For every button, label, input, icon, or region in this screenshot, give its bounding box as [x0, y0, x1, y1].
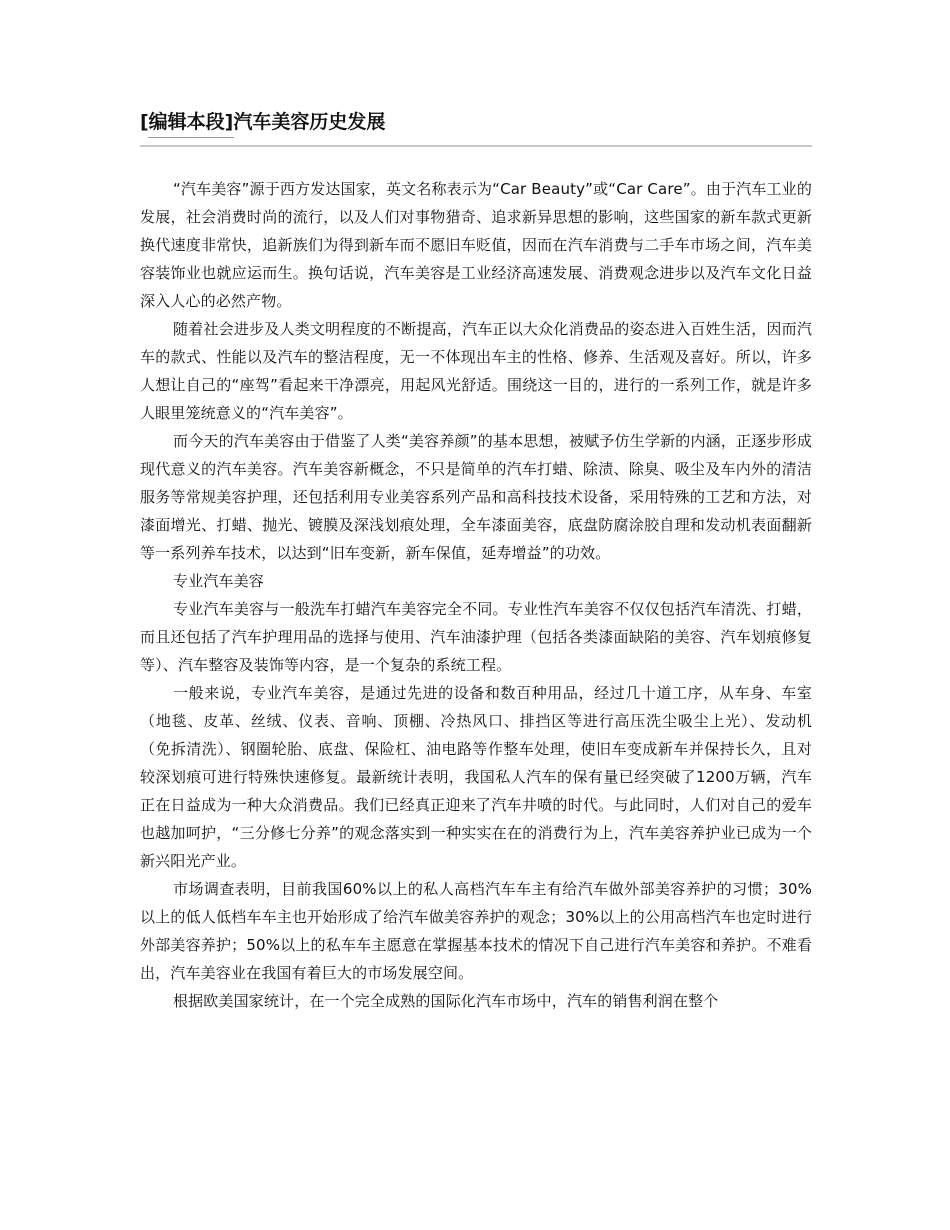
paragraph-modern-concept: 而今天的汽车美容由于借鉴了人类“美容养颜”的基本思想，被赋予仿生学新的内涵，正逐步形成现代意义的汽车美容。汽车美容新概念，不只是简单的汽车打蜡、除渍、除臭、吸尘及车内外的清洁服务等常规美容护理，还包括利用专业美容系列产品和高科技技术设备，采用特殊的工艺和方法，对漆面增光、打蜡、抛光、镀膜及深浅划痕处理，全车漆面美容，底盘防腐涂胶自理和发动机表面翻新等一系列养车技术，以达到“旧车变新，新车保值，延寿增益”的功效。 [140, 432, 812, 562]
paragraph-origin: “汽车美容”源于西方发达国家，英文名称表示为“Car Beauty”或“Car Care”。由于汽车工业的发展，社会消费时尚的流行，以及人们对事物猎奇、追求新异思想的影响，这些国家的新车款式更新换代速度非常快，追新族们为得到新车而不愿旧车贬值，因而在汽车消费与二手车市场之间，汽车美容装饰业也就应运而生。换句话说，汽车美容是工业经济高速发展、消费观念进步以及汽车文化日益深入人心的必然产物。 [140, 180, 812, 310]
paragraph-professional-difference: 专业汽车美容与一般洗车打蜡汽车美容完全不同。专业性汽车美容不仅仅包括汽车清洗、打蜡，而且还包括了汽车护理用品的选择与使用、汽车油漆护理（包括各类漆面缺陷的美容、汽车划痕修复等）、汽车整容及装饰等内容，是一个复杂的系统工程。 [140, 600, 812, 674]
paragraph-professional-process: 一般来说，专业汽车美容，是通过先进的设备和数百种用品，经过几十道工序，从车身、车室（地毯、皮革、丝绒、仪表、音响、顶棚、冷热风口、排挡区等进行高压洗尘吸尘上光）、发动机（免拆清洗）、钢圈轮胎、底盘、保险杠、油电路等作整车处理，使旧车变成新车并保持长久，且对较深划痕可进行特殊快速修复。最新统计表明，我国私人汽车的保有量已经突破了1200万辆，汽车正在日益成为一种大众消费品。我们已经真正迎来了汽车井喷的时代。与此同时，人们对自己的爱车也越加呵护，“三分修七分养”的观念落实到一种实实在在的消费行为上，汽车美容养护业已成为一个新兴阳光产业。 [140, 684, 812, 870]
paragraph-social-progress: 随着社会进步及人类文明程度的不断提高，汽车正以大众化消费品的姿态进入百姓生活，因而汽车的款式、性能以及汽车的整洁程度，无一不体现出车主的性格、修养、生活观及喜好。所以，许多人想让自己的“座驾”看起来干净漂亮，用起风光舒适。围绕这一目的，进行的一系列工作，就是许多人眼里笼统意义的“汽车美容”。 [140, 320, 812, 422]
heading-divider [140, 145, 812, 147]
paragraph-europe-statistics: 根据欧美国家统计，在一个完全成熟的国际化汽车市场中，汽车的销售利润在整个 [173, 992, 719, 1010]
subheading-professional: 专业汽车美容 [173, 572, 264, 590]
edit-section-link-underline [148, 137, 234, 138]
section-heading [140, 108, 812, 148]
article-body [140, 175, 812, 1015]
section-title: [编辑本段]汽车美容历史发展 [140, 111, 386, 133]
paragraph-market-survey: 市场调查表明，目前我国60%以上的私人高档汽车车主有给汽车做外部美容养护的习惯；30%以上的低人低档车车主也开始形成了给汽车做美容养护的观念；30%以上的公用高档汽车也定时进行外部美容养护；50%以上的私车车主愿意在掌握基本技术的情况下自己进行汽车美容和养护。不难看出，汽车美容业在我国有着巨大的市场发展空间。 [140, 880, 812, 982]
